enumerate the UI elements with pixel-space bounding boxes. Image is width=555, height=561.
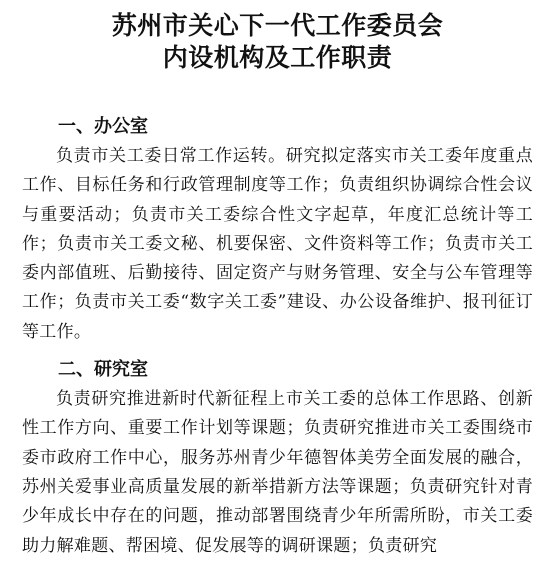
section-heading-research: 二、研究室: [58, 359, 148, 381]
title-line-2: 内设机构及工作职责: [162, 43, 393, 72]
section-heading-office: 一、办公室: [58, 116, 148, 137]
section-body-research: 负责研究推进新时代新征程上市关工委的总体工作思路、创新性工作方向、重要工作计划等课题；负责研究推进市关工委围绕市委市政府工作中心，服务苏州青少年德智体美劳全面发展的融合，苏州关爱事业高质量发展的新举措新方法等课题；负责研究针对青少年成长中存在的问题，推动部署围绕青少年所需所盼，市关工委助力解难题、帮困境、促发展等的调研课题；负责研究: [22, 389, 533, 556]
document-title: [22, 10, 533, 74]
section-body-office: 负责市关工委日常工作运转。研究拟定落实市关工委年度重点工作、目标任务和行政管理制度等工作；负责组织协调综合性会议与重要活动；负责市关工委综合性文字起草，年度汇总统计等工作；负责市关工委文秘、机要保密、文件资料等工作；负责市关工委内部值班、后勤接待、固定资产与财务管理、安全与公车管理等工作；负责市关工委“数字关工委”建设、办公设备维护、报刊征订等工作。: [22, 146, 533, 342]
title-line-1: 苏州市关心下一代工作委员会: [111, 11, 444, 40]
